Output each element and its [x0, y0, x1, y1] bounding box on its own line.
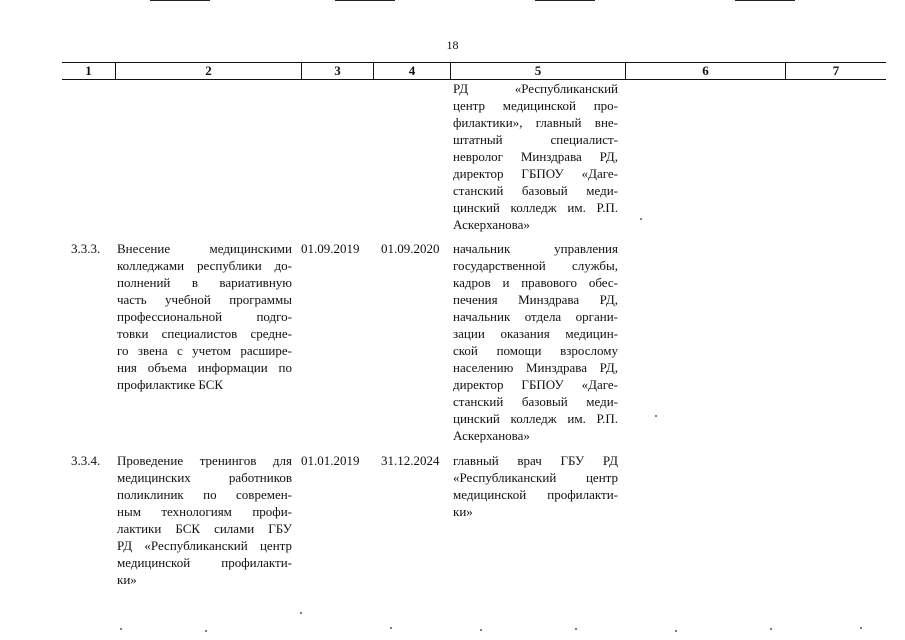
- text-line: государственной службы,: [453, 258, 618, 273]
- text-line: штатный специалист-: [453, 132, 618, 147]
- scan-edge-line: [150, 0, 210, 1]
- header-col-7: 7: [785, 63, 886, 79]
- text-line: невролог Минздрава РД,: [453, 149, 618, 164]
- text-line: колледжами республики до-: [117, 258, 292, 273]
- scan-speck: [675, 630, 677, 632]
- scan-edge-line: [735, 0, 795, 1]
- scan-speck: [300, 612, 302, 614]
- row-number: 3.3.3.: [71, 241, 101, 256]
- text-line: ки»: [453, 504, 473, 519]
- text-line: профессиональной подго-: [117, 309, 292, 324]
- text-line: главный врач ГБУ РД: [453, 453, 618, 468]
- end-date: 31.12.2024: [381, 453, 440, 468]
- start-date: 01.01.2019: [301, 453, 360, 468]
- text-line: медицинской профилакти-: [453, 487, 618, 502]
- scan-speck: [770, 628, 772, 630]
- end-date: 01.09.2020: [381, 241, 440, 256]
- text-line: го звена с учетом расшире-: [117, 343, 292, 358]
- text-line: медицинской профилакти-: [117, 555, 292, 570]
- header-col-1: 1: [85, 63, 92, 78]
- text-line: «Республиканский центр: [453, 470, 618, 485]
- text-line: филактики», главный вне-: [453, 115, 618, 130]
- responsible-cell: [453, 240, 618, 444]
- continuation-responsible-cell: [453, 80, 618, 233]
- text-line: ской помощи взрослому: [453, 343, 618, 358]
- start-date: 01.09.2019: [301, 241, 360, 256]
- measure-description-cell: [117, 240, 292, 393]
- scan-speck: [655, 415, 657, 417]
- scan-speck: [860, 627, 862, 629]
- text-line: печения Минздрава РД,: [453, 292, 618, 307]
- header-col-3: 3: [301, 63, 373, 79]
- text-line: населению Минздрава РД,: [453, 360, 618, 375]
- scan-speck: [640, 218, 642, 220]
- text-line: цинский колледж им. Р.П.: [453, 411, 618, 426]
- header-col-2: 2: [115, 63, 301, 79]
- scan-speck: [480, 629, 482, 631]
- row-number: 3.3.4.: [71, 453, 101, 468]
- text-line: станский базовый меди-: [453, 183, 618, 198]
- text-line: зации оказания медицин-: [453, 326, 618, 341]
- text-line: медицинских работников: [117, 470, 292, 485]
- responsible-cell: [453, 452, 618, 520]
- text-line: Аскерханова»: [453, 428, 530, 443]
- text-line: ки»: [117, 572, 137, 587]
- text-line: директор ГБПОУ «Даге-: [453, 166, 618, 181]
- text-line: Внесение медицинскими: [117, 241, 292, 256]
- text-line: полнений в вариативную: [117, 275, 292, 290]
- measure-description-cell: [117, 452, 292, 588]
- scan-speck: [575, 628, 577, 630]
- text-line: поликлиник по современ-: [117, 487, 292, 502]
- text-line: ния объема информации по: [117, 360, 292, 375]
- scan-edge-line: [535, 0, 595, 1]
- text-line: часть учебной программы: [117, 292, 292, 307]
- header-col-5: 5: [450, 63, 625, 79]
- page-number: 18: [446, 38, 459, 52]
- text-line: станский базовый меди-: [453, 394, 618, 409]
- scan-edge-line: [335, 0, 395, 1]
- scan-speck: [205, 630, 207, 632]
- text-line: директор ГБПОУ «Даге-: [453, 377, 618, 392]
- header-col-6: 6: [625, 63, 785, 79]
- text-line: профилактике БСК: [117, 377, 224, 392]
- text-line: Аскерханова»: [453, 217, 530, 232]
- text-line: РД «Республиканский: [453, 81, 618, 96]
- text-line: начальник отдела органи-: [453, 309, 618, 324]
- scan-speck: [390, 627, 392, 629]
- table-header-row: [62, 62, 886, 80]
- text-line: Проведение тренингов для: [117, 453, 292, 468]
- text-line: товки специалистов средне-: [117, 326, 292, 341]
- header-col-4: 4: [373, 63, 450, 79]
- text-line: ным технологиям профи-: [117, 504, 292, 519]
- scan-speck: [120, 628, 122, 630]
- text-line: лактики БСК силами ГБУ: [117, 521, 292, 536]
- text-line: центр медицинской про-: [453, 98, 618, 113]
- text-line: кадров и правового обес-: [453, 275, 618, 290]
- text-line: РД «Республиканский центр: [117, 538, 292, 553]
- text-line: цинский колледж им. Р.П.: [453, 200, 618, 215]
- text-line: начальник управления: [453, 241, 618, 256]
